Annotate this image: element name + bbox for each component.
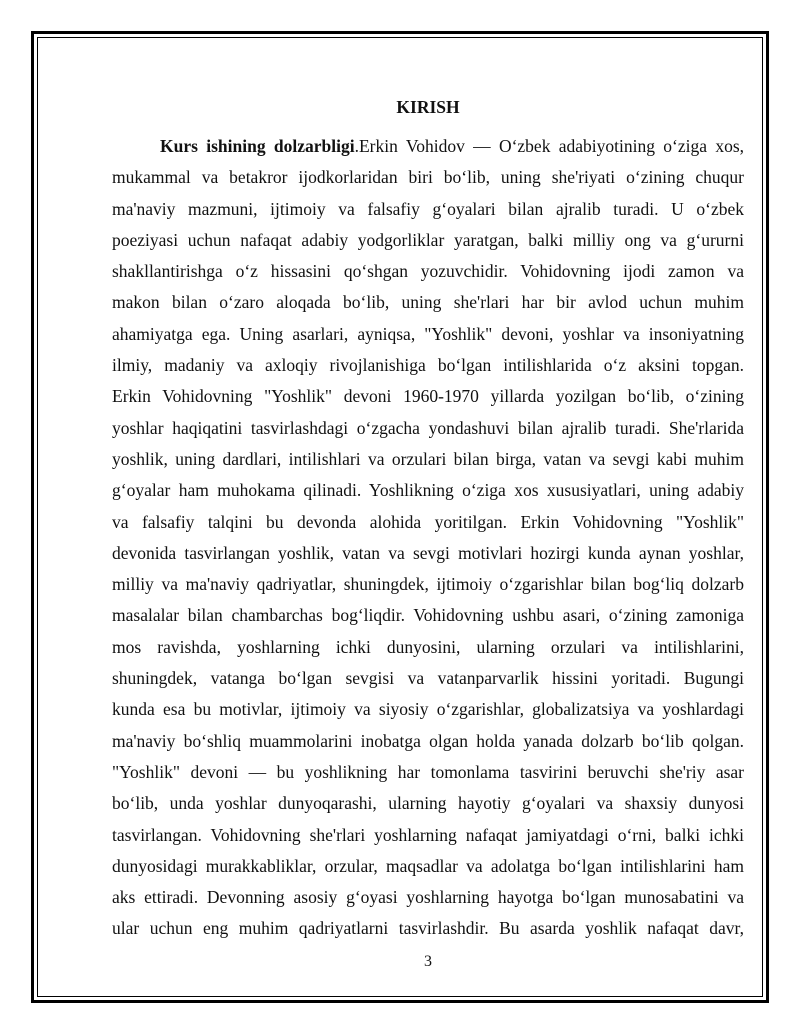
- body-line: mukammal va betakror ijodkorlaridan biri bo‘lib, uning she'riyati o‘zining chuqur: [112, 167, 744, 188]
- body-line: shakllantirishga o‘z hissasini qo‘shgan yozuvchidir. Vohidovning ijodi zamon va: [112, 261, 744, 282]
- body-line: shuningdek, vatanga bo‘lgan sevgisi va vatanparvarlik hissini yoritadi. Bugungi: [112, 668, 744, 689]
- body-line: ahamiyatga ega. Uning asarlari, ayniqsa, "Yoshlik" devoni, yoshlar va insoniyatning: [112, 323, 744, 344]
- body-line: yoshlik, uning dardlari, intilishlari va orzulari bilan birga, vatan va sevgi kabi muhim: [112, 448, 744, 469]
- body-line: kunda esa bu motivlar, ijtimoiy va siyosiy o‘zgarishlar, globalizatsiya va yoshlardagi: [112, 699, 744, 720]
- section-title: KIRISH: [396, 97, 460, 117]
- body-line: ma'naviy bo‘shliq muammolarini inobatga olgan holda yanada dolzarb bo‘lib qolgan.: [112, 730, 744, 751]
- body-line: dunyosidagi murakkabliklar, orzular, maqsadlar va adolatga bo‘lgan intilishlarini ham: [112, 855, 744, 876]
- body-line: mos ravishda, yoshlarning ichki dunyosini, ularning orzulari va intilishlarini,: [112, 636, 744, 657]
- body-line: milliy va ma'naviy qadriyatlar, shuningdek, ijtimoiy o‘zgarishlar bilan bog‘liq dolzarb: [112, 574, 744, 595]
- body-line: Erkin Vohidovning "Yoshlik" devoni 1960-1970 yillarda yozilgan bo‘lib, o‘zining: [112, 386, 744, 407]
- intro-heading: Kurs ishining dolzarbligi: [160, 136, 355, 156]
- body-line: tasvirlangan. Vohidovning she'rlari yoshlarning nafaqat jamiyatdagi o‘rni, balki ichki: [112, 824, 744, 845]
- body-line: "Yoshlik" devoni — bu yoshlikning har tomonlama tasvirini beruvchi she'riy asar: [112, 761, 744, 782]
- body-line: devonida tasvirlangan yoshlik, vatan va sevgi motivlari hozirgi kunda aynan yoshlar,: [112, 542, 744, 563]
- body-paragraph: [112, 131, 744, 945]
- body-line: yoshlar haqiqatini tasvirlashdagi o‘zgacha yondashuvi bilan ajralib turadi. She'rlarida: [112, 417, 744, 438]
- body-line: makon bilan o‘zaro aloqada bo‘lib, uning she'rlari har bir avlod uchun muhim: [112, 292, 744, 313]
- body-line: masalalar bilan chambarchas bog‘liqdir. Vohidovning ushbu asari, o‘zining zamoniga: [112, 605, 744, 626]
- body-line-text: .Erkin Vohidov — O‘zbek adabiyotining o‘ziga xos,: [354, 136, 744, 156]
- body-line: g‘oyalar ham muhokama qilinadi. Yoshlikning o‘ziga xos xususiyatlari, uning adabiy: [112, 480, 744, 501]
- body-line: va falsafiy talqini bu devonda alohida yoritilgan. Erkin Vohidovning "Yoshlik": [112, 511, 744, 532]
- body-line: bo‘lib, unda yoshlar dunyoqarashi, ularning hayotiy g‘oyalari va shaxsiy dunyosi: [112, 793, 744, 814]
- body-line: ular uchun eng muhim qadriyatlarni tasvirlashdir. Bu asarda yoshlik nafaqat davr,: [112, 918, 744, 939]
- body-line: ilmiy, madaniy va axloqiy rivojlanishiga bo‘lgan intilishlarida o‘z aksini topgan.: [112, 355, 744, 376]
- body-line: poeziyasi uchun nafaqat adabiy yodgorliklar yaratgan, balki milliy ong va g‘ururni: [112, 229, 744, 250]
- body-line: [112, 131, 744, 162]
- body-line: aks ettiradi. Devonning asosiy g‘oyasi yoshlarning hayotga bo‘lgan munosabatini va: [112, 887, 744, 908]
- body-line: ma'naviy mazmuni, ijtimoiy va falsafiy g‘oyalari bilan ajralib turadi. U o‘zbek: [112, 198, 744, 219]
- page-number: 3: [424, 953, 432, 970]
